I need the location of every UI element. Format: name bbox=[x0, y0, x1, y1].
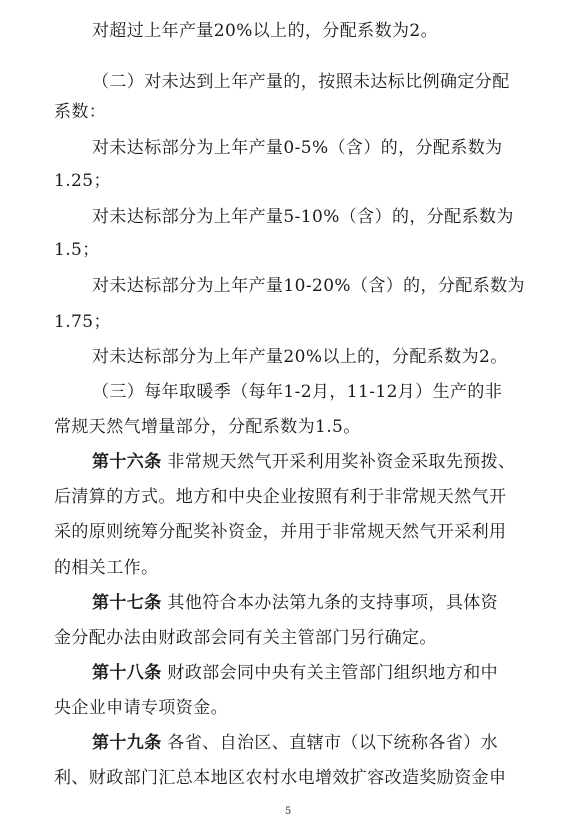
text-line: 1.75； bbox=[54, 312, 111, 332]
text-line: 的相关工作。 bbox=[54, 558, 159, 578]
text-line: 对未达标部分为上年产量10-20%（含）的，分配系数为 bbox=[92, 276, 525, 296]
text-line: 1.5； bbox=[54, 240, 100, 260]
text-line: 金分配办法由财政部会同有关主管部门另行确定。 bbox=[54, 628, 437, 648]
text-line: 对未达标部分为上年产量5-10%（含）的，分配系数为 bbox=[92, 207, 514, 227]
text-line: （三）每年取暖季（每年1-2月，11-12月）生产的非 bbox=[92, 382, 503, 402]
text-line: 对未达标部分为上年产量20%以上的，分配系数为2。 bbox=[92, 347, 508, 367]
article-18-heading: 第十八条 财政部会同中央有关主管部门组织地方和中 bbox=[92, 663, 499, 683]
text-line: 常规天然气增量部分，分配系数为1.5。 bbox=[54, 417, 361, 437]
text-line: 1.25； bbox=[54, 171, 111, 191]
text-line: 采的原则统筹分配奖补资金，并用于非常规天然气开采利用 bbox=[54, 522, 507, 542]
text-line: （二）对未达到上年产量的，按照未达标比例确定分配 bbox=[92, 72, 510, 92]
article-19-heading: 第十九条 各省、自治区、直辖市（以下统称各省）水 bbox=[92, 733, 499, 753]
text-line: 系数： bbox=[54, 102, 107, 122]
article-17-heading: 第十七条 其他符合本办法第九条的支持事项，具体资 bbox=[92, 593, 499, 613]
article-16-heading: 第十六条 非常规天然气开采利用奖补资金采取先预拨、 bbox=[92, 452, 516, 472]
text-line: 利、财政部门汇总本地区农村水电增效扩容改造奖励资金申 bbox=[54, 768, 507, 788]
text-line: 央企业申请专项资金。 bbox=[54, 698, 228, 718]
text-line: 对超过上年产量20%以上的，分配系数为2。 bbox=[92, 21, 439, 41]
text-line: 对未达标部分为上年产量0-5%（含）的，分配系数为 bbox=[92, 138, 503, 158]
text-line: 后清算的方式。地方和中央企业按照有利于非常规天然气开 bbox=[54, 487, 507, 507]
page-number: 5 bbox=[284, 806, 292, 817]
